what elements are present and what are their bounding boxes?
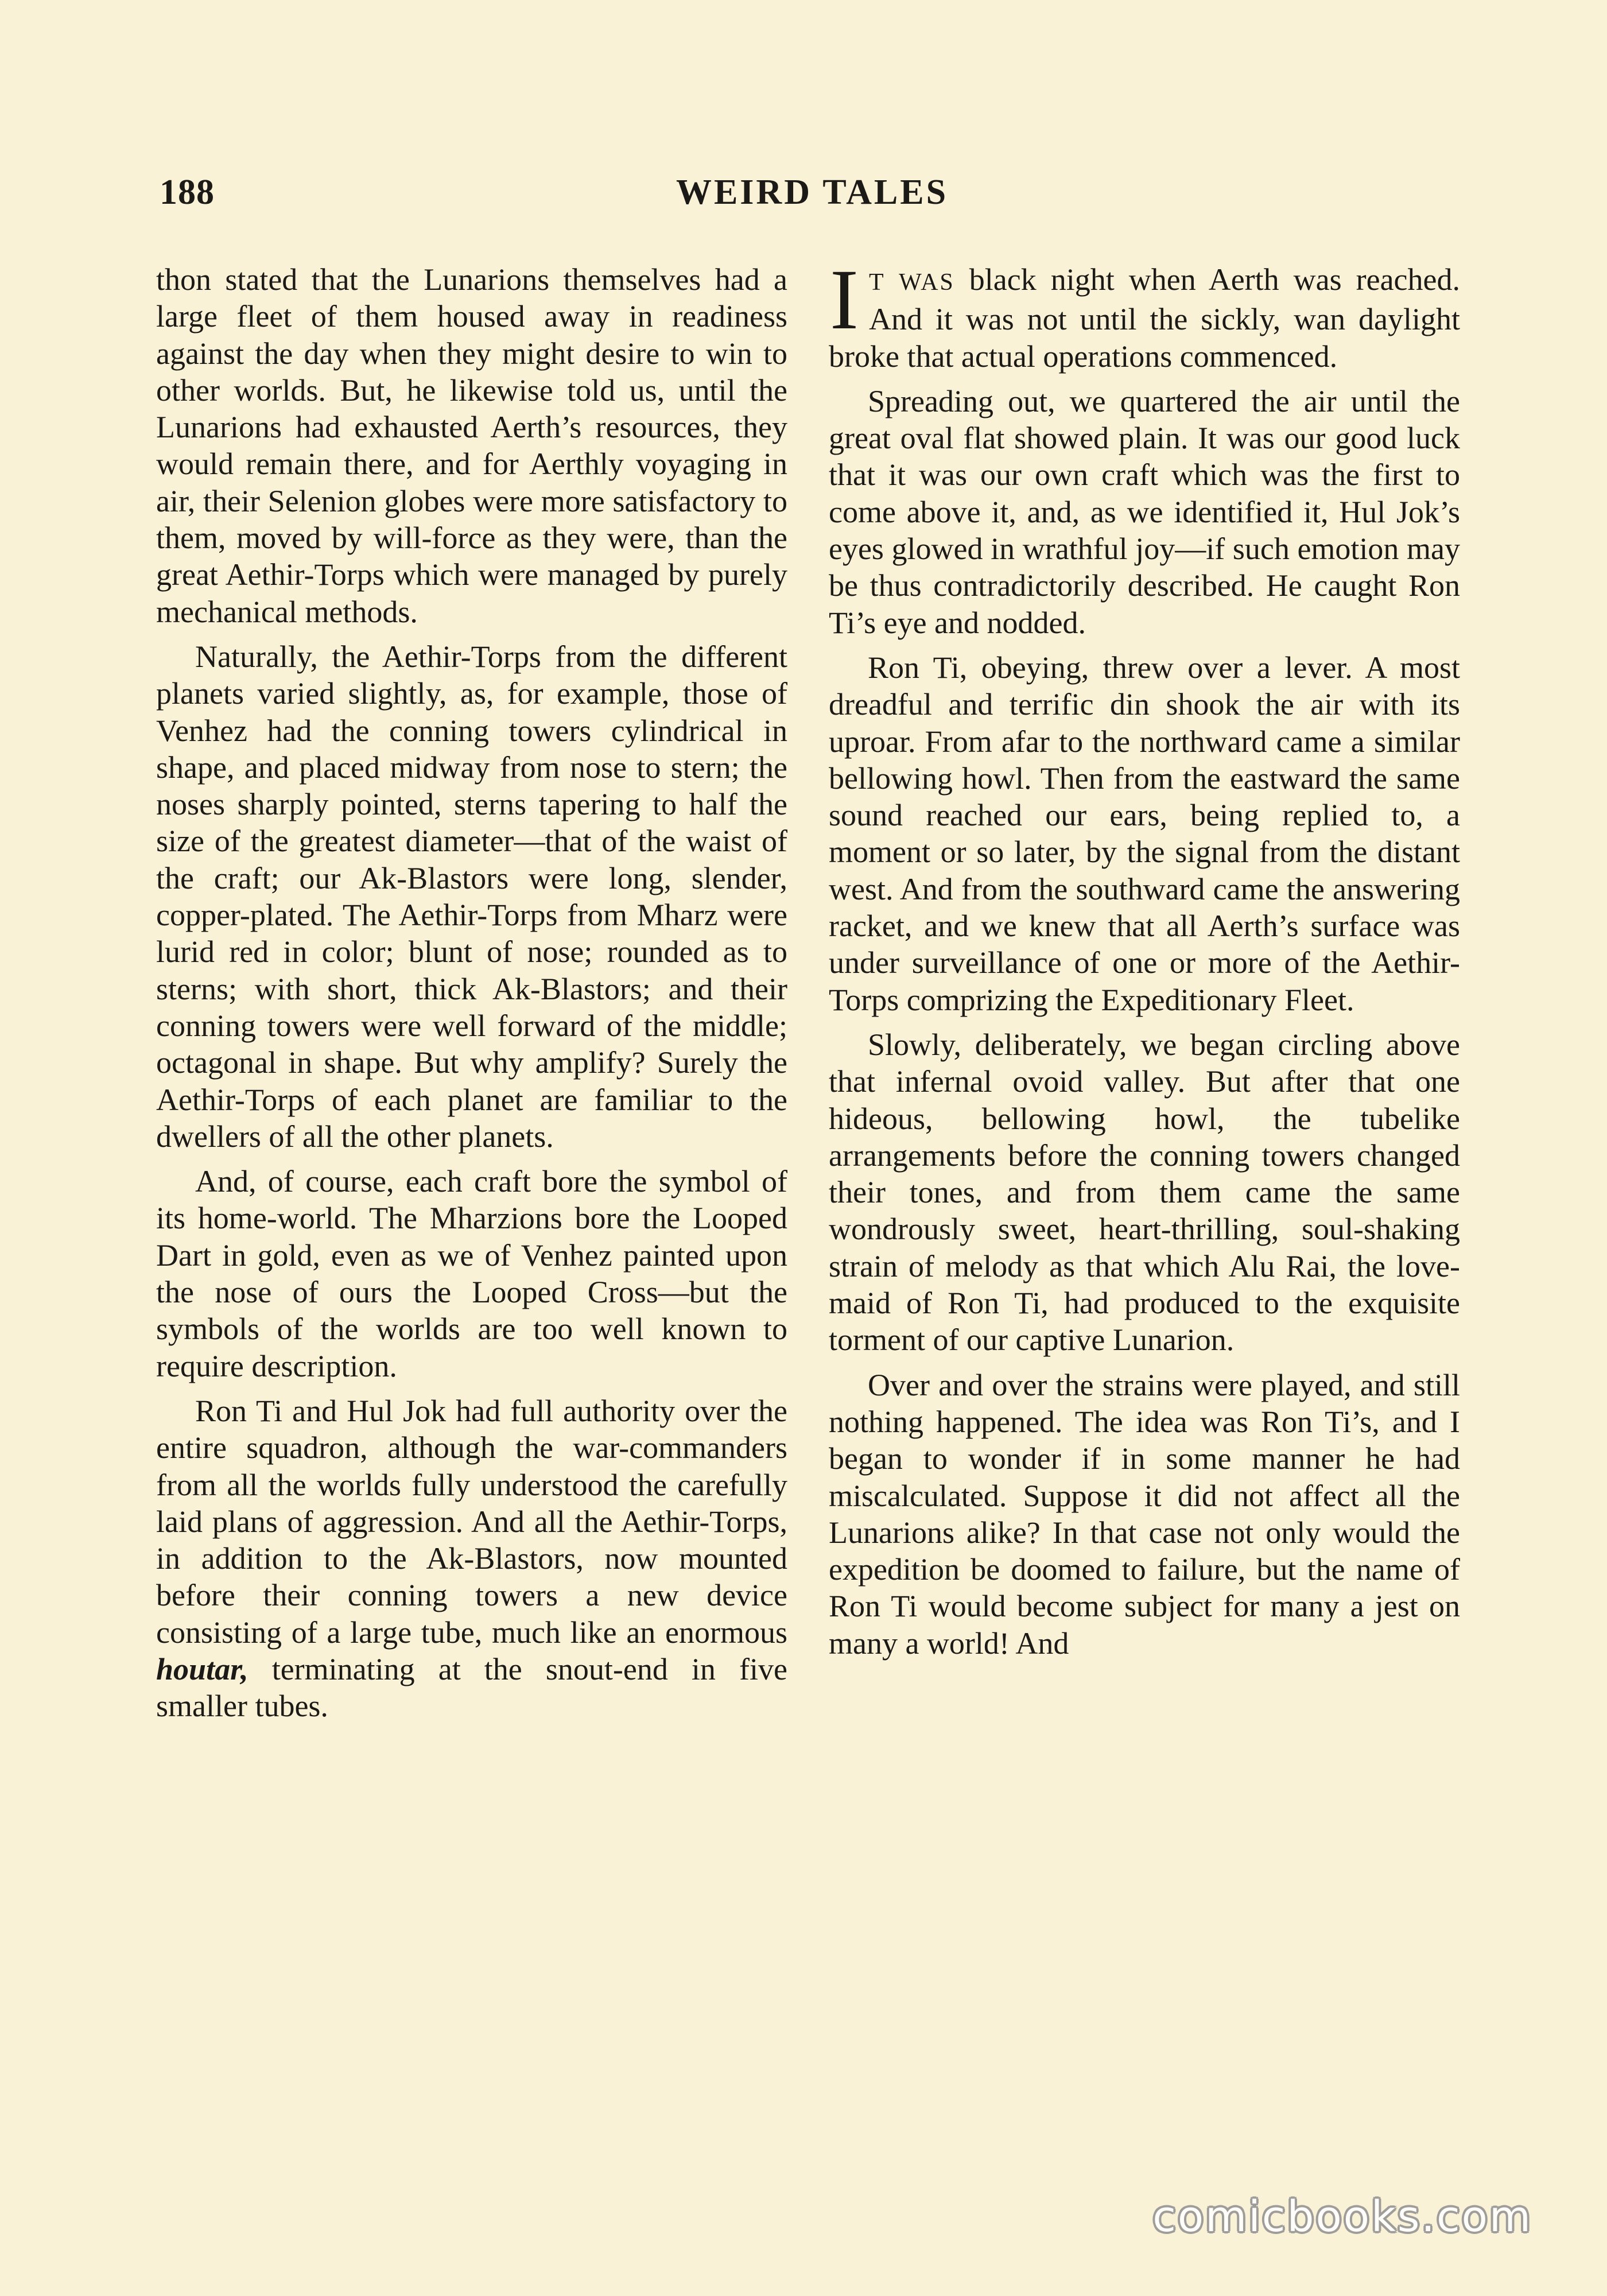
paragraph: [156, 1393, 787, 1725]
paragraph: Naturally, the Aethir-Torps from the different planets varied slightly, as, for example, those of Venhez had the conning towers cylindrical in shape, and placed midway from nose to stern; the noses sharply pointed, sterns tapering to half the size of the greatest diameter—that of the waist of the craft; our Ak-Blastors were long, slender, copper-plated. The Aethir-Torps from Mharz were lurid red in color; blunt of nose; rounded as to sterns; with short, thick Ak-Blastors; and their conning towers were well forward of the middle; octagonal in shape. But why amplify? Surely the Aethir-Torps of each planet are familiar to the dwellers of all the other planets.: [156, 639, 787, 1154]
page-number: 188: [160, 173, 215, 212]
right-column: [829, 252, 1460, 1670]
paragraph: thon stated that the Lunarions themselves had a large fleet of them housed away in readiness against the day when they might desire to win to other worlds. But, he likewise told us, until the Lunarions had exhausted Aerth’s resources, they would remain there, and for Aerthly voyaging in air, their Selenion globes were more satisfactory to them, moved by will-force as they were, than the great Aethir-Torps which were managed by purely mechanical methods.: [156, 262, 787, 629]
paragraph: And, of course, each craft bore the symbol of its home-world. The Mharzions bore the Looped Dart in gold, even as we of Venhez painted upon the nose of ours the Looped Cross—but the symbols of the worlds are too well known to require description.: [156, 1164, 787, 1383]
running-head: WEIRD TALES: [676, 173, 949, 212]
paragraph: [829, 252, 1460, 375]
page-header: [155, 172, 1469, 230]
paragraph: Slowly, deliberately, we began circling above that infernal ovoid valley. But after that one hideous, bellowing howl, the tubelike arrangements before the conning towers changed their tones, and from them came the same wondrously sweet, heart-thrilling, soul-shaking strain of melody as that which Alu Rai, the love-maid of Ron Ti, had produced to the exquisite torment of our captive Lunarion.: [829, 1027, 1460, 1358]
paragraph-text: terminating at the snout-end in five smaller tubes.: [156, 1651, 787, 1724]
paragraph: Over and over the strains were played, and still nothing happened. The idea was Ron Ti’s, and I began to wonder if in some manner he had miscalculated. Suppose it did not affect all the Lunarions alike? In that case not only would the expedition be doomed to failure, but the name of Ron Ti would become subject for many a jest on many a world! And: [829, 1367, 1460, 1661]
paragraph-text: Ron Ti and Hul Jok had full authority over the entire squadron, although the war-commanders from all the worlds fully understood the carefully laid plans of aggression. And all the Aethir-Torps, in addition to the Ak-Blastors, now mounted before their conning towers a new device consisting of a large tube, much like an enormous: [156, 1393, 787, 1650]
paragraph-text: black night when Aerth was reached. And it was not until the sickly, wan daylight broke that actual operations commenced.: [829, 262, 1460, 374]
paragraph: Spreading out, we quartered the air until the great oval flat showed plain. It was our good luck that it was our own craft which was the first to come above it, and, as we identified it, Hul Jok’s eyes glowed in wrathful joy—if such emotion may be thus contradictorily described. He caught Ron Ti’s eye and nodded.: [829, 383, 1460, 640]
italic-word: houtar,: [156, 1651, 249, 1686]
left-column: [156, 261, 787, 1733]
watermark: comicbooks.com: [1152, 2192, 1532, 2241]
paragraph: Ron Ti, obeying, threw over a lever. A most dreadful and terrific din shook the air with its uproar. From afar to the northward came a similar bellowing howl. Then from the eastward the same sound reached our ears, being replied to, a moment or so later, by the signal from the distant west. And from the southward came the answering racket, and we knew that all Aerth’s surface was under surveillance of one or more of the Aethir-Torps comprizing the Expeditionary Fleet.: [829, 650, 1460, 1017]
drop-cap: I: [830, 252, 859, 347]
small-caps-opening: T WAS: [868, 269, 955, 296]
